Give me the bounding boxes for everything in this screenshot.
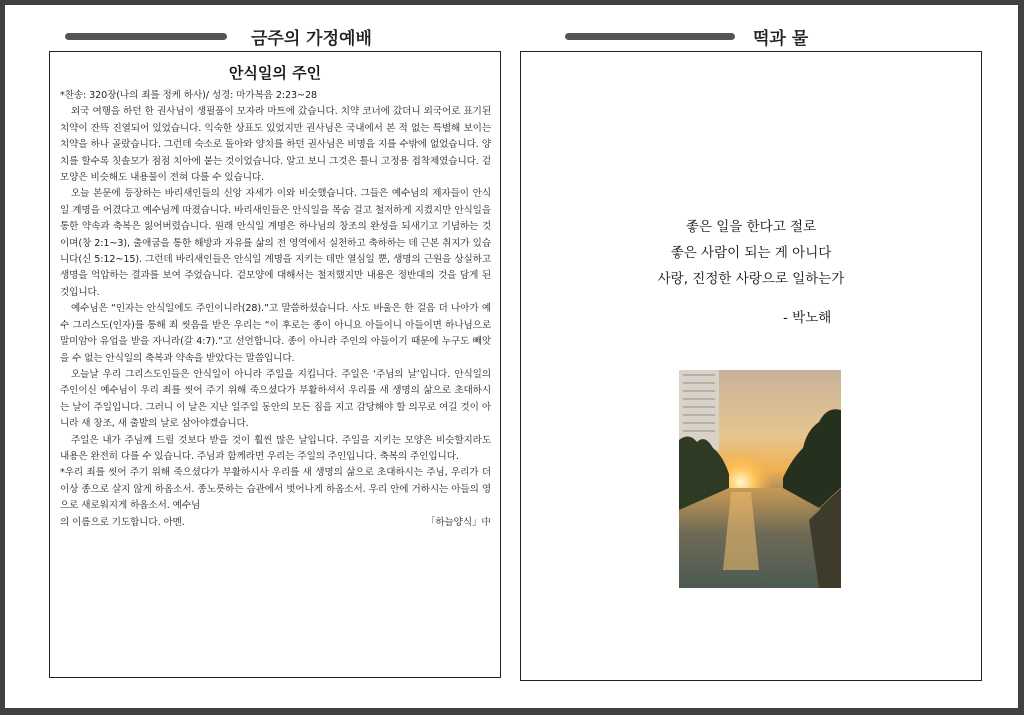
left-header-title: 금주의 가정예배: [251, 29, 372, 49]
article-body: [50, 88, 500, 531]
right-header-title: 떡과 물: [753, 29, 809, 49]
prayer-closing: 의 이름으로 기도합니다. 아멘.: [60, 516, 185, 528]
sunset-river-photo: [679, 370, 841, 588]
prayer-last-line: [60, 515, 491, 531]
right-section-header: [565, 24, 865, 50]
poem-text: [521, 214, 981, 292]
article-paragraph: 예수님은 “인자는 안식일에도 주인이니라(28).”고 말씀하셨습니다. 사도 바울은 한 걸음 더 나아가 예수 그리스도(인자)를 통해 죄 씻음을 받은 우리는 “이 후로는 종이 아니요 아들이니 아들이면 하나님으로 말미암아 유업을 받을 자니라(갈 4:7).”고 선언합니다. 종이 아니라 주인의 아들이기 때문에 누구도 빼앗을 수 없는 안식일의 축복과 약속을 받았다는 말씀입니다.: [60, 303, 491, 364]
article-paragraph: 주일은 내가 주님께 드릴 것보다 받을 것이 훨씬 많은 날입니다. 주일을 지키는 모양은 비슷할지라도 내용은 완전히 다를 수 있습니다. 주님과 함께라면 우리는 주일의 주인입니다. 축복의 주인입니다.: [60, 434, 491, 462]
article-paragraph: 오늘 본문에 등장하는 바리새인들의 신앙 자세가 이와 비슷했습니다. 그들은 예수님의 제자들이 안식일 계명을 어겼다고 예수님께 따졌습니다. 바리새인들은 안식일을 목숨 걸고 철저하게 지켰지만 안식일을 통한 약속과 축복은 잃어버렸습니다. 원래 안식일 계명은 하나님의 창조의 완성을 되새기고 기념하는 것이며(창 2:1~3), 출애굽을 통한 해방과 자유를 삶의 전 영역에서 실천하고 축하하는 데 근본 취지가 있습니다(신 5:12~15). 그런데 바리새인들은 안식일 계명을 지키는 데만 열심일 뿐, 생명의 근원을 상실하고 생명을 억압하는 결과를 보여 주었습니다. 겉모양에 대해서는 철저했지만 내용은 정반대의 것을 담게 된 것입니다.: [60, 188, 491, 298]
devotion-article-box: [49, 51, 501, 678]
article-title: 안식일의 주인: [228, 64, 322, 82]
hymn-scripture-line: *찬송: 320장(나의 죄를 정케 하사)/ 성경: 마가복음 2:23~28: [60, 90, 317, 101]
header-bar-decoration: [65, 33, 227, 40]
page-sheet: [5, 5, 1018, 708]
article-paragraph: 외국 여행을 하던 한 권사님이 생필품이 모자라 마트에 갔습니다. 치약 코너에 갔더니 외국어로 표기된 치약이 잔뜩 진열되어 있었습니다. 익숙한 상표도 있었지만 권사님은 국내에서 본 적 없는 특별해 보이는 치약을 하나 골랐습니다. 그런데 숙소로 돌아와 양치를 하던 권사님은 비명을 지를 수밖에 없었습니다. 양치를 할수록 칫솔모가 점점 치아에 붙는 것이었습니다. 알고 보니 그것은 틀니 고정용 접착제였습니다. 겉모양은 비슷해도 내용물이 전혀 다를 수 있습니다.: [60, 106, 491, 184]
header-bar-decoration: [565, 33, 735, 40]
prayer-text: *우리 죄를 씻어 주기 위해 죽으셨다가 부활하시사 우리를 새 생명의 삶으로 초대하시는 주님, 우리가 더 이상 종으로 살지 않게 하옵소서. 종노릇하는 습관에서 벗어나게 하옵소서. 우리 안에 거하시는 아들의 영으로 새로워지게 하옵소서. 예수님: [60, 467, 491, 512]
source-credit: 「하늘양식」中: [425, 516, 491, 528]
poem-line: 사랑, 진정한 사랑으로 일하는가: [657, 271, 845, 287]
poem-box: [520, 51, 982, 681]
sunset-river-illustration: [679, 370, 841, 588]
left-section-header: [65, 24, 455, 50]
poem-line: 좋은 사람이 되는 게 아니다: [670, 245, 832, 261]
poem-author: - 박노해: [783, 310, 832, 326]
poem-line: 좋은 일을 한다고 절로: [685, 219, 817, 235]
article-paragraph: 오늘날 우리 그리스도인들은 안식일이 아니라 주일을 지킵니다. 주일은 ‘주님의 날’입니다. 안식일의 주인이신 예수님이 우리 죄를 씻어 주기 위해 죽으셨다가 부활하셔서 우리를 새 생명의 삶으로 초대하시는 날이 주일입니다. 그러니 이 날은 지난 일주일 동안의 모든 짐을 지고 감당해야 할 의무로 여길 것이 아니라 새 창조, 새 출발의 날로 삼아야겠습니다.: [60, 368, 491, 430]
prayer-paragraph: [60, 465, 491, 514]
